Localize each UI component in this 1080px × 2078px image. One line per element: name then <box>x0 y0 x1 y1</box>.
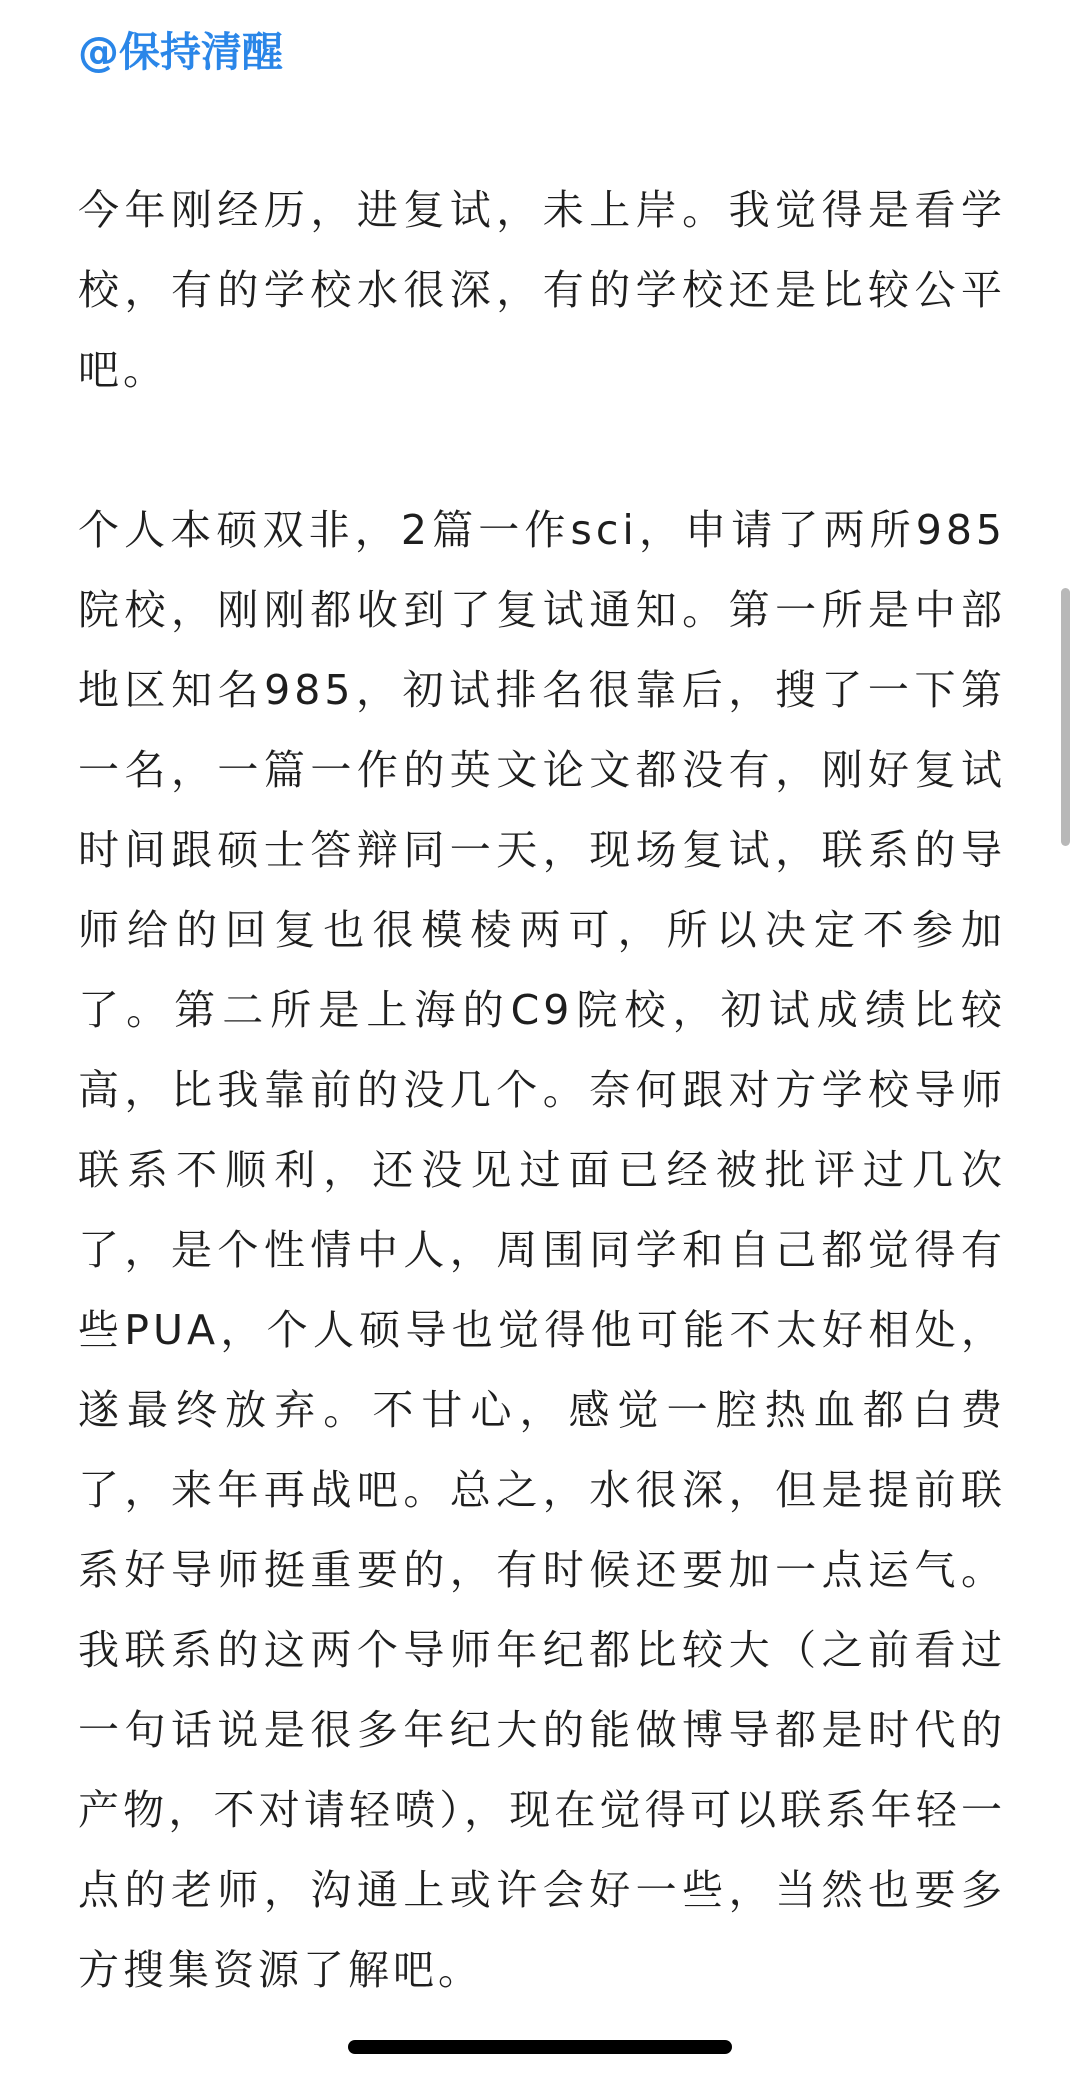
vertical-scrollbar[interactable] <box>1061 588 1070 846</box>
post-paragraph: 今年刚经历，进复试，未上岸。我觉得是看学校，有的学校水很深，有的学校还是比较公平吧。 <box>78 186 1006 394</box>
post-paragraph: 个人本硕双非，2篇一作sci，申请了两所985院校，刚刚都收到了复试通知。第一所是中部地区知名985，初试排名很靠后，搜了一下第一名，一篇一作的英文论文都没有，刚好复试时间跟硕士答辩同一天，现场复试，联系的导师给的回复也很模棱两可，所以决定不参加了。第二所是上海的C9院校，初试成绩比较高，比我靠前的没几个。奈何跟对方学校导师联系不顺利，还没见过面已经被批评过几次了，是个性情中人，周围同学和自己都觉得有些PUA，个人硕导也觉得他可能不太好相处，遂最终放弃。不甘心，感觉一腔热血都白费了，来年再战吧。总之，水很深，但是提前联系好导师挺重要的，有时候还要加一点运气。我联系的这两个导师年纪都比较大（之前看过一句话说是很多年纪大的能做博导都是时代的产物，不对请轻喷），现在觉得可以联系年轻一点的老师，沟通上或许会好一些，当然也要多方搜集资源了解吧。 <box>78 506 1006 1994</box>
home-indicator[interactable] <box>348 2040 732 2054</box>
author-name-link[interactable]: @保持清醒 <box>78 28 283 76</box>
post-body <box>78 170 1006 2010</box>
